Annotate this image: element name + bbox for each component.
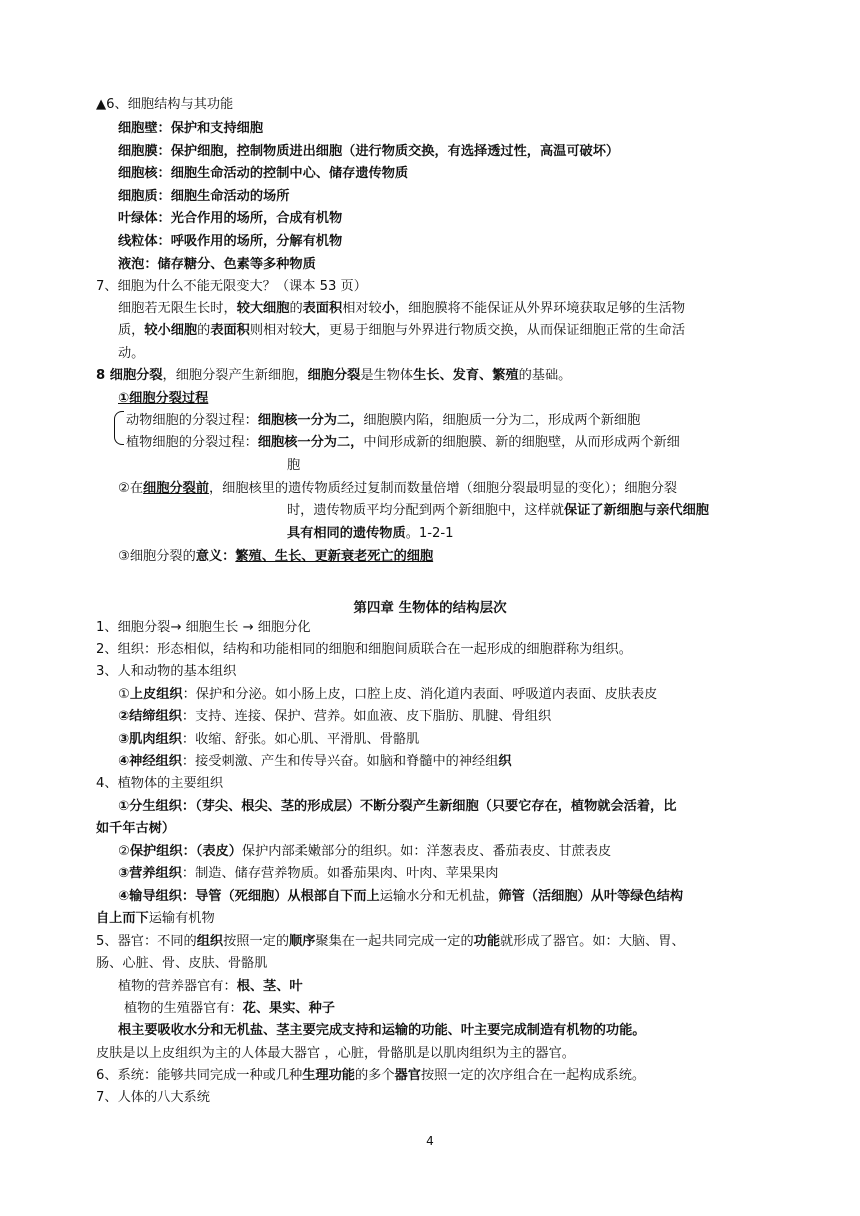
chloroplast-line: 叶绿体：光合作用的场所，合成有机物 [118,211,343,226]
text: 质， [118,323,145,338]
text: 植物细胞的分裂过程： [126,435,258,450]
plant-division-line-2: 胞 [287,458,301,473]
section-8-title [96,367,571,385]
text: 较小细胞 [144,323,198,338]
text: 顺序 [289,934,316,949]
page-number: 4 [426,1134,434,1148]
text: 植物的生殖器官有： [124,1001,243,1016]
vegetative-organs-line [118,978,303,996]
cell-membrane-line: 细胞膜：保护细胞，控制物质进出细胞（进行物质交换，有选择透过性，高温可破坏） [118,144,620,159]
text: 6、系统：能够共同完成一种或几种 [96,1068,303,1083]
section-7-line-2 [118,322,685,340]
text: 是生物体 [360,368,414,383]
text: 表面积 [302,301,343,316]
text: 运输水分和无机盐， [379,889,499,904]
connective-tissue-line [118,708,551,726]
text: 的基础。 [518,368,572,383]
ch4-item-3: 3、人和动物的基本组织 [96,664,237,679]
text: 。1-2-1 [405,526,454,541]
ch4-item-5-line-2: 肠、心脏、骨、皮肤、骨骼肌 [96,956,268,971]
meristem-line-2: 如千年古树） [96,821,176,836]
text: 5、器官：不同的 [96,934,197,949]
text: ②结缔组织 [118,709,182,724]
text: ④输导组织：导管（死细胞）从根部自下而上 [118,889,380,904]
chapter-4-heading: 第四章 生物体的结构层次 [353,600,507,616]
conducting-tissue-line-2 [96,910,215,928]
mitochondria-line: 线粒体：呼吸作用的场所，分解有机物 [118,234,343,249]
section-7-line-1 [118,300,685,318]
text: ① [118,687,130,702]
text: 小 [381,301,395,316]
text: 细胞分裂前 [143,481,209,496]
text: 保证了新细胞与亲代细胞 [563,503,709,518]
before-division-line-2 [287,502,709,520]
nutritive-tissue-line [118,865,498,883]
text: 生理功能 [302,1068,355,1083]
text: 8 细胞分裂 [96,368,163,383]
text: 表面积 [210,323,250,338]
reproductive-organs-line [124,1000,335,1018]
text: 就形成了器官。如：大脑、胃、 [500,934,685,949]
text: 较大细胞 [236,301,290,316]
text: 植物的营养器官有： [118,979,237,994]
text: 聚集在一起共同完成一定的 [315,934,474,949]
nucleus-line: 细胞核：细胞生命活动的控制中心、储存遗传物质 [118,166,409,181]
animal-division-line [126,412,640,430]
text: ③营养组织 [118,866,182,881]
text: ，细胞分裂产生新细胞， [162,368,308,383]
before-division-line-3 [287,525,454,543]
section-6-title: ▲6、细胞结构与其功能 [96,97,234,112]
text: 则相对较 [249,323,303,338]
nerve-tissue-line [118,753,512,771]
plant-division-line [126,434,680,452]
cell-wall-line: 细胞壁：保护和支持细胞 [118,121,264,136]
text: 按照一定的 [223,934,290,949]
text: ③细胞分裂的 [118,549,196,564]
text: 相对较 [342,301,382,316]
ch4-item-1: 1、细胞分裂→ 细胞生长 → 细胞分化 [96,620,311,635]
text: 时，遗传物质平均分配到两个新细胞中，这样就 [287,503,564,518]
text: 上皮组织 [129,687,183,702]
text: 筛管（活细胞）从叶等绿色结构 [498,889,684,904]
text: 细胞核一分为二， [257,435,364,450]
text: 细胞膜内陷，细胞质一分为二，形成两个新细胞 [363,413,641,428]
text: 细胞若无限生长时， [118,301,237,316]
division-meaning-line [118,548,433,566]
text: 织 [498,754,512,769]
text: ，细胞膜将不能保证从外界环境获取足够的生活物 [394,301,686,316]
text: ，细胞核里的遗传物质经过复制而数量倍增（细胞分裂最明显的变化）；细胞分裂 [208,481,678,496]
text: 动物细胞的分裂过程： [126,413,258,428]
ch4-item-6 [96,1067,645,1085]
text: 具有相同的遗传物质 [287,526,406,541]
text: 根、茎、叶 [236,979,303,994]
cytoplasm-line: 细胞质：细胞生命活动的场所 [118,189,290,204]
text: 运输有机物 [148,911,215,926]
text: ②在 [118,481,144,496]
section-7-line-3: 动。 [118,346,145,361]
organ-functions-line: 根主要吸收水分和无机盐、茎主要完成支持和运输的功能、叶主要完成制造有机物的功能。 [118,1023,646,1038]
text: ：制造、储存营养物质。如番茄果肉、叶肉、苹果果肉 [181,866,499,881]
text: ② [118,844,130,859]
text: ：收缩、舒张。如心肌、平滑肌、骨骼肌 [181,732,420,747]
text: 生长、发育、繁殖 [413,368,519,383]
text: 的 [197,323,211,338]
section-7-title: 7、细胞为什么不能无限变大？（课本 53 页） [96,279,367,294]
skin-organ-line: 皮肤是以上皮组织为主的人体最大器官 ，心脏，骨骼肌是以肌肉组织为主的器官。 [96,1046,575,1061]
text: 的 [289,301,303,316]
before-division-line [118,480,677,498]
text: 保护内部柔嫩部分的组织。如：洋葱表皮、番茄表皮、甘蔗表皮 [241,844,612,859]
text: 组织 [196,934,224,949]
text: 细胞分裂 [307,368,361,383]
protective-tissue-line [118,843,611,861]
meristem-line-1: ①分生组织：（芽尖、根尖、茎的形成层）不断分裂产生新细胞（只要它存在，植物就会活着，比 [118,799,677,814]
conducting-tissue-line-1 [118,888,683,906]
ch4-item-5-line-1 [96,933,685,951]
text: 的多个 [354,1068,395,1083]
vacuole-line: 液泡：储存糖分、色素等多种物质 [118,257,316,272]
text: 意义： [195,549,236,564]
text: 花、果实、种子 [242,1001,335,1016]
text: ：支持、连接、保护、营养。如血液、皮下脂肪、肌腱、骨组织 [181,709,552,724]
division-process-heading: ①细胞分裂过程 [118,391,209,406]
ch4-item-4: 4、植物体的主要组织 [96,776,224,791]
brace-icon [114,411,124,445]
text: ：保护和分泌。如小肠上皮，口腔上皮、消化道内表面、呼吸道内表面、皮肤表皮 [182,687,658,702]
text: ④神经组织 [118,754,182,769]
muscle-tissue-line [118,731,419,749]
text: 器官 [394,1068,421,1083]
text: 中间形成新的细胞膜、新的细胞壁，从而形成两个新细 [363,435,680,450]
text: 保护组织：（表皮） [129,844,242,859]
ch4-item-2: 2、组织：形态相似，结构和功能相同的细胞和细胞间质联合在一起形成的细胞群称为组织。 [96,642,632,657]
text: 繁殖、生长、更新衰老死亡的细胞 [235,549,434,564]
text: 自上而下 [96,911,149,926]
text: 按照一定的次序组合在一起构成系统。 [420,1068,646,1083]
text: 功能 [473,934,501,949]
ch4-item-7: 7、人体的八大系统 [96,1090,210,1105]
text: ，更易于细胞与外界进行物质交换，从而保证细胞正常的生命活 [315,323,686,338]
text: 细胞核一分为二， [257,413,364,428]
text: 大 [302,323,316,338]
text: ：接受刺激、产生和传导兴奋。如脑和脊髓中的神经组 [181,754,499,769]
epithelial-tissue-line [118,686,657,704]
text: ③肌肉组织 [118,732,182,747]
